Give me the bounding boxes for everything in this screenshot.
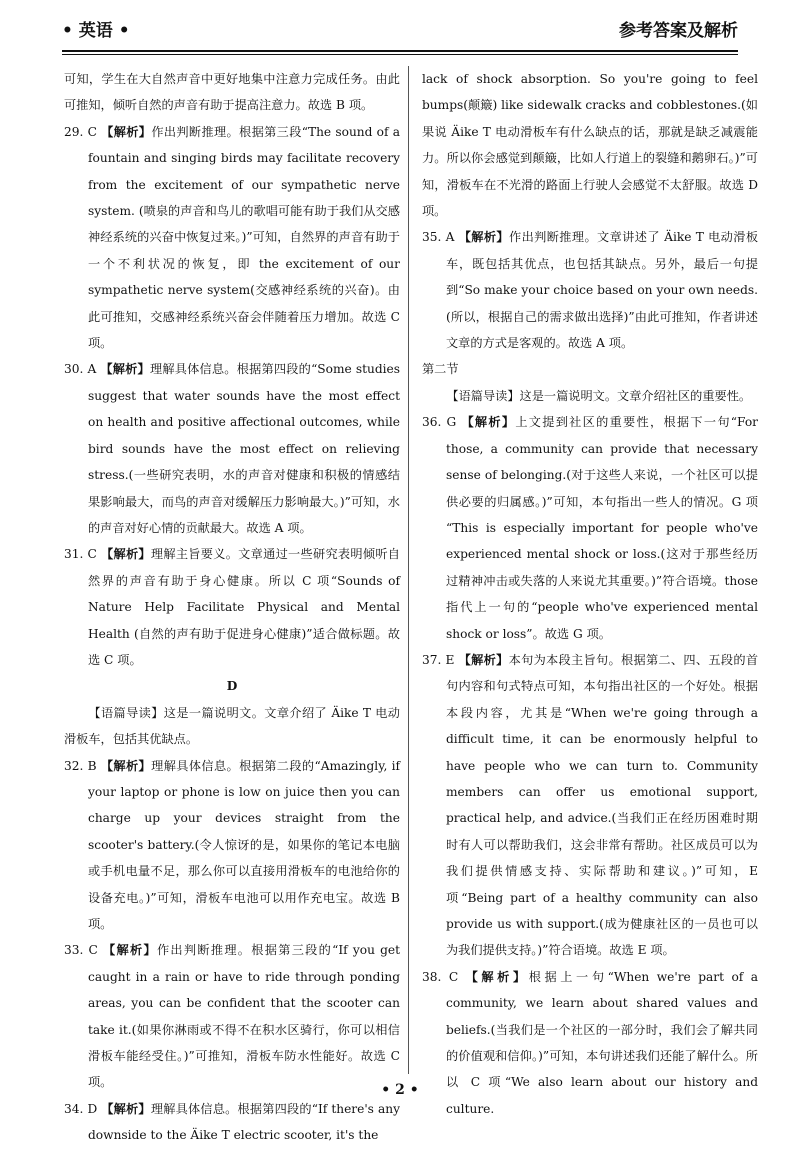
analysis-tag: 【解析】	[458, 230, 510, 245]
page-header	[62, 14, 738, 42]
answer-number: 37. E	[422, 652, 455, 667]
answer-number: 38. C	[422, 969, 459, 984]
continued-text: 可知，学生在大自然声音中更好地集中注意力完成任务。由此可推知，倾听自然的声音有助于提高注意力。故选 B 项。	[64, 72, 400, 113]
analysis-tag: 【解析】	[100, 758, 152, 773]
analysis-tag: 【解析】	[458, 652, 509, 667]
subsection-heading: 第二节	[422, 362, 459, 377]
answer-number: 33. C	[64, 943, 98, 958]
passage-intro: 【语篇导读】这是一篇说明文。文章介绍社区的重要性。	[446, 388, 752, 403]
analysis-tag: 【解析】	[461, 415, 516, 430]
answer-item	[64, 541, 400, 673]
analysis-tag: 【解析】	[465, 969, 529, 984]
analysis-tag: 【解析】	[101, 124, 152, 139]
section-title: 参考答案及解析	[619, 20, 738, 41]
analysis-text: 根据上一句“When we're part of a community, we learn about shared values and beliefs.(当我们是一个社区的一部分时，我们会了解共同的价值观和信仰。)”可知，本句讲述我们还能了解什么。所以 C 项“We also learn about our history and culture.	[446, 969, 759, 1116]
analysis-text: 作出判断推理。根据第三段的“If you get caught in a rain or have to ride through ponding areas, you can be confident that the scooter can take it.(如果你淋雨或不得不在积水区骑行，你可以相信滑板车能经受住。)”可推知，滑板车防水性能好。故选 C 项。	[88, 943, 400, 1090]
analysis-tag: 【解析】	[101, 547, 151, 562]
analysis-tag: 【解析】	[100, 362, 150, 377]
answer-item	[64, 356, 400, 541]
analysis-text: 作出判断推理。根据第三段“The sound of a fountain and singing birds may facilitate recovery from the excitement of our sympathetic nerve system. (喷泉的声音和鸟儿的歌唱可能有助于我们从交感神经系统的兴奋中恢复过来。)”可知，自然界的声音有助于一个不利状况的恢复，即 the excitement of our sympathetic nerve system(交感神经系统的兴奋)。由此可推知，交感神经系统兴奋会伴随着压力增加。故选 C 项。	[88, 124, 401, 351]
analysis-tag: 【解析】	[103, 943, 157, 958]
answer-number: 30. A	[64, 362, 97, 377]
analysis-text: 本句为本段主旨句。根据第二、四、五段的首句内容和句式特点可知，本句指出社区的一个好处。根据本段内容，尤其是“When we're going through a difficult time, it can be enormously helpful to have people who we can turn to. Community members can offer us emotional support, practical help, and advice.(当我们正在经历困难时期时有人可以帮助我们，这会非常有帮助。社区成员可以为我们提供情感支持、实际帮助和建议。)”可知，E 项“Being part of a healthy community can also provide us with support.(成为健康社区的一员也可以为我们提供支持。)”符合语境。故选 E 项。	[446, 652, 759, 958]
left-column	[64, 66, 400, 1149]
answer-item	[422, 964, 758, 1122]
answer-number: 34. D	[64, 1101, 98, 1116]
answer-item	[422, 224, 758, 356]
continued-text: lack of shock absorption. So you're going to feel bumps(颠簸) like sidewalk cracks and cobblestones.(如果说 Äike T 电动滑板车有什么缺点的话，那就是缺乏减震能力。所以你会感觉到颠簸，比如人行道上的裂缝和鹅卵石。)”可知，滑板车在不光滑的路面上行驶人会感觉不太舒服。故选 D 项。	[422, 72, 758, 219]
answer-number: 32. B	[64, 758, 97, 773]
answer-number: 36. G	[422, 415, 457, 430]
analysis-text: 上文提到社区的重要性，根据下一句“For those, a community can provide that necessary sense of belonging.(对于这些人来说，一个社区可以提供必要的归属感。)”可知，本句指出一些人的情况。G 项 “This is especially important for people who've experienced mental shock or loss.(这对于那些经历过精神冲击或失落的人来说尤其重要。)”符合语境。those 指代上一句的“people who've experienced mental shock or loss”。故选 G 项。	[446, 415, 758, 641]
header-rule	[62, 50, 738, 52]
header-rule-thin	[62, 54, 738, 55]
right-column	[422, 66, 758, 1122]
analysis-tag: 【解析】	[101, 1101, 151, 1116]
answer-item	[64, 937, 400, 1095]
answer-item	[422, 647, 758, 964]
analysis-text: 理解主旨要义。文章通过一些研究表明倾听自然界的声音有助于身心健康。所以 C 项“Sounds of Nature Help Facilitate Physical and Mental Health (自然的声有助于促进身心健康)”适合做标题。故选 C 项。	[88, 547, 400, 667]
answer-number: 35. A	[422, 230, 455, 245]
analysis-text: 理解具体信息。根据第二段的“Amazingly, if your laptop or phone is low on juice then you can charge up your devices straight from the scooter's battery.(令人惊讶的是，如果你的笔记本电脑或手机电量不足，那么你可以直接用滑板车的电池给你的设备充电。)”可知，滑板车电池可以用作充电宝。故选 B 项。	[88, 758, 401, 931]
subject-label: • 英语 •	[62, 20, 130, 41]
section-heading: D	[226, 679, 238, 694]
passage-intro: 【语篇导读】这是一篇说明文。文章介绍了 Äike T 电动滑板车，包括其优缺点。	[64, 705, 400, 747]
answer-item	[64, 1096, 400, 1149]
analysis-text: 作出判断推理。文章讲述了 Äike T 电动滑板车，既包括其优点，也包括其缺点。另外，最后一句提到“So make your choice based on your own needs.(所以，根据自己的需求做出选择)”由此可推知，作者讲述文章的方式是客观的。故选 A 项。	[446, 230, 759, 351]
column-divider	[408, 66, 409, 1074]
answer-item	[64, 119, 400, 357]
answer-item	[64, 753, 400, 938]
answer-number: 29. C	[64, 124, 97, 139]
answer-item	[422, 409, 758, 647]
page-number: • 2 •	[381, 1082, 419, 1098]
analysis-text: 理解具体信息。根据第四段的“Some studies suggest that water sounds have the most effect on health and positive affectional outcomes, while bird sounds have the most effect on relieving stress.(一些研究表明，水的声音对健康和积极的情感结果影响最大，而鸟的声音对缓解压力影响最大。)”可知，水的声音对好心情的贡献最大。故选 A 项。	[88, 362, 401, 535]
answer-number: 31. C	[64, 547, 97, 562]
analysis-text: 理解具体信息。根据第四段的“If there's any downside to the Äike T electric scooter, it's the	[88, 1101, 401, 1143]
